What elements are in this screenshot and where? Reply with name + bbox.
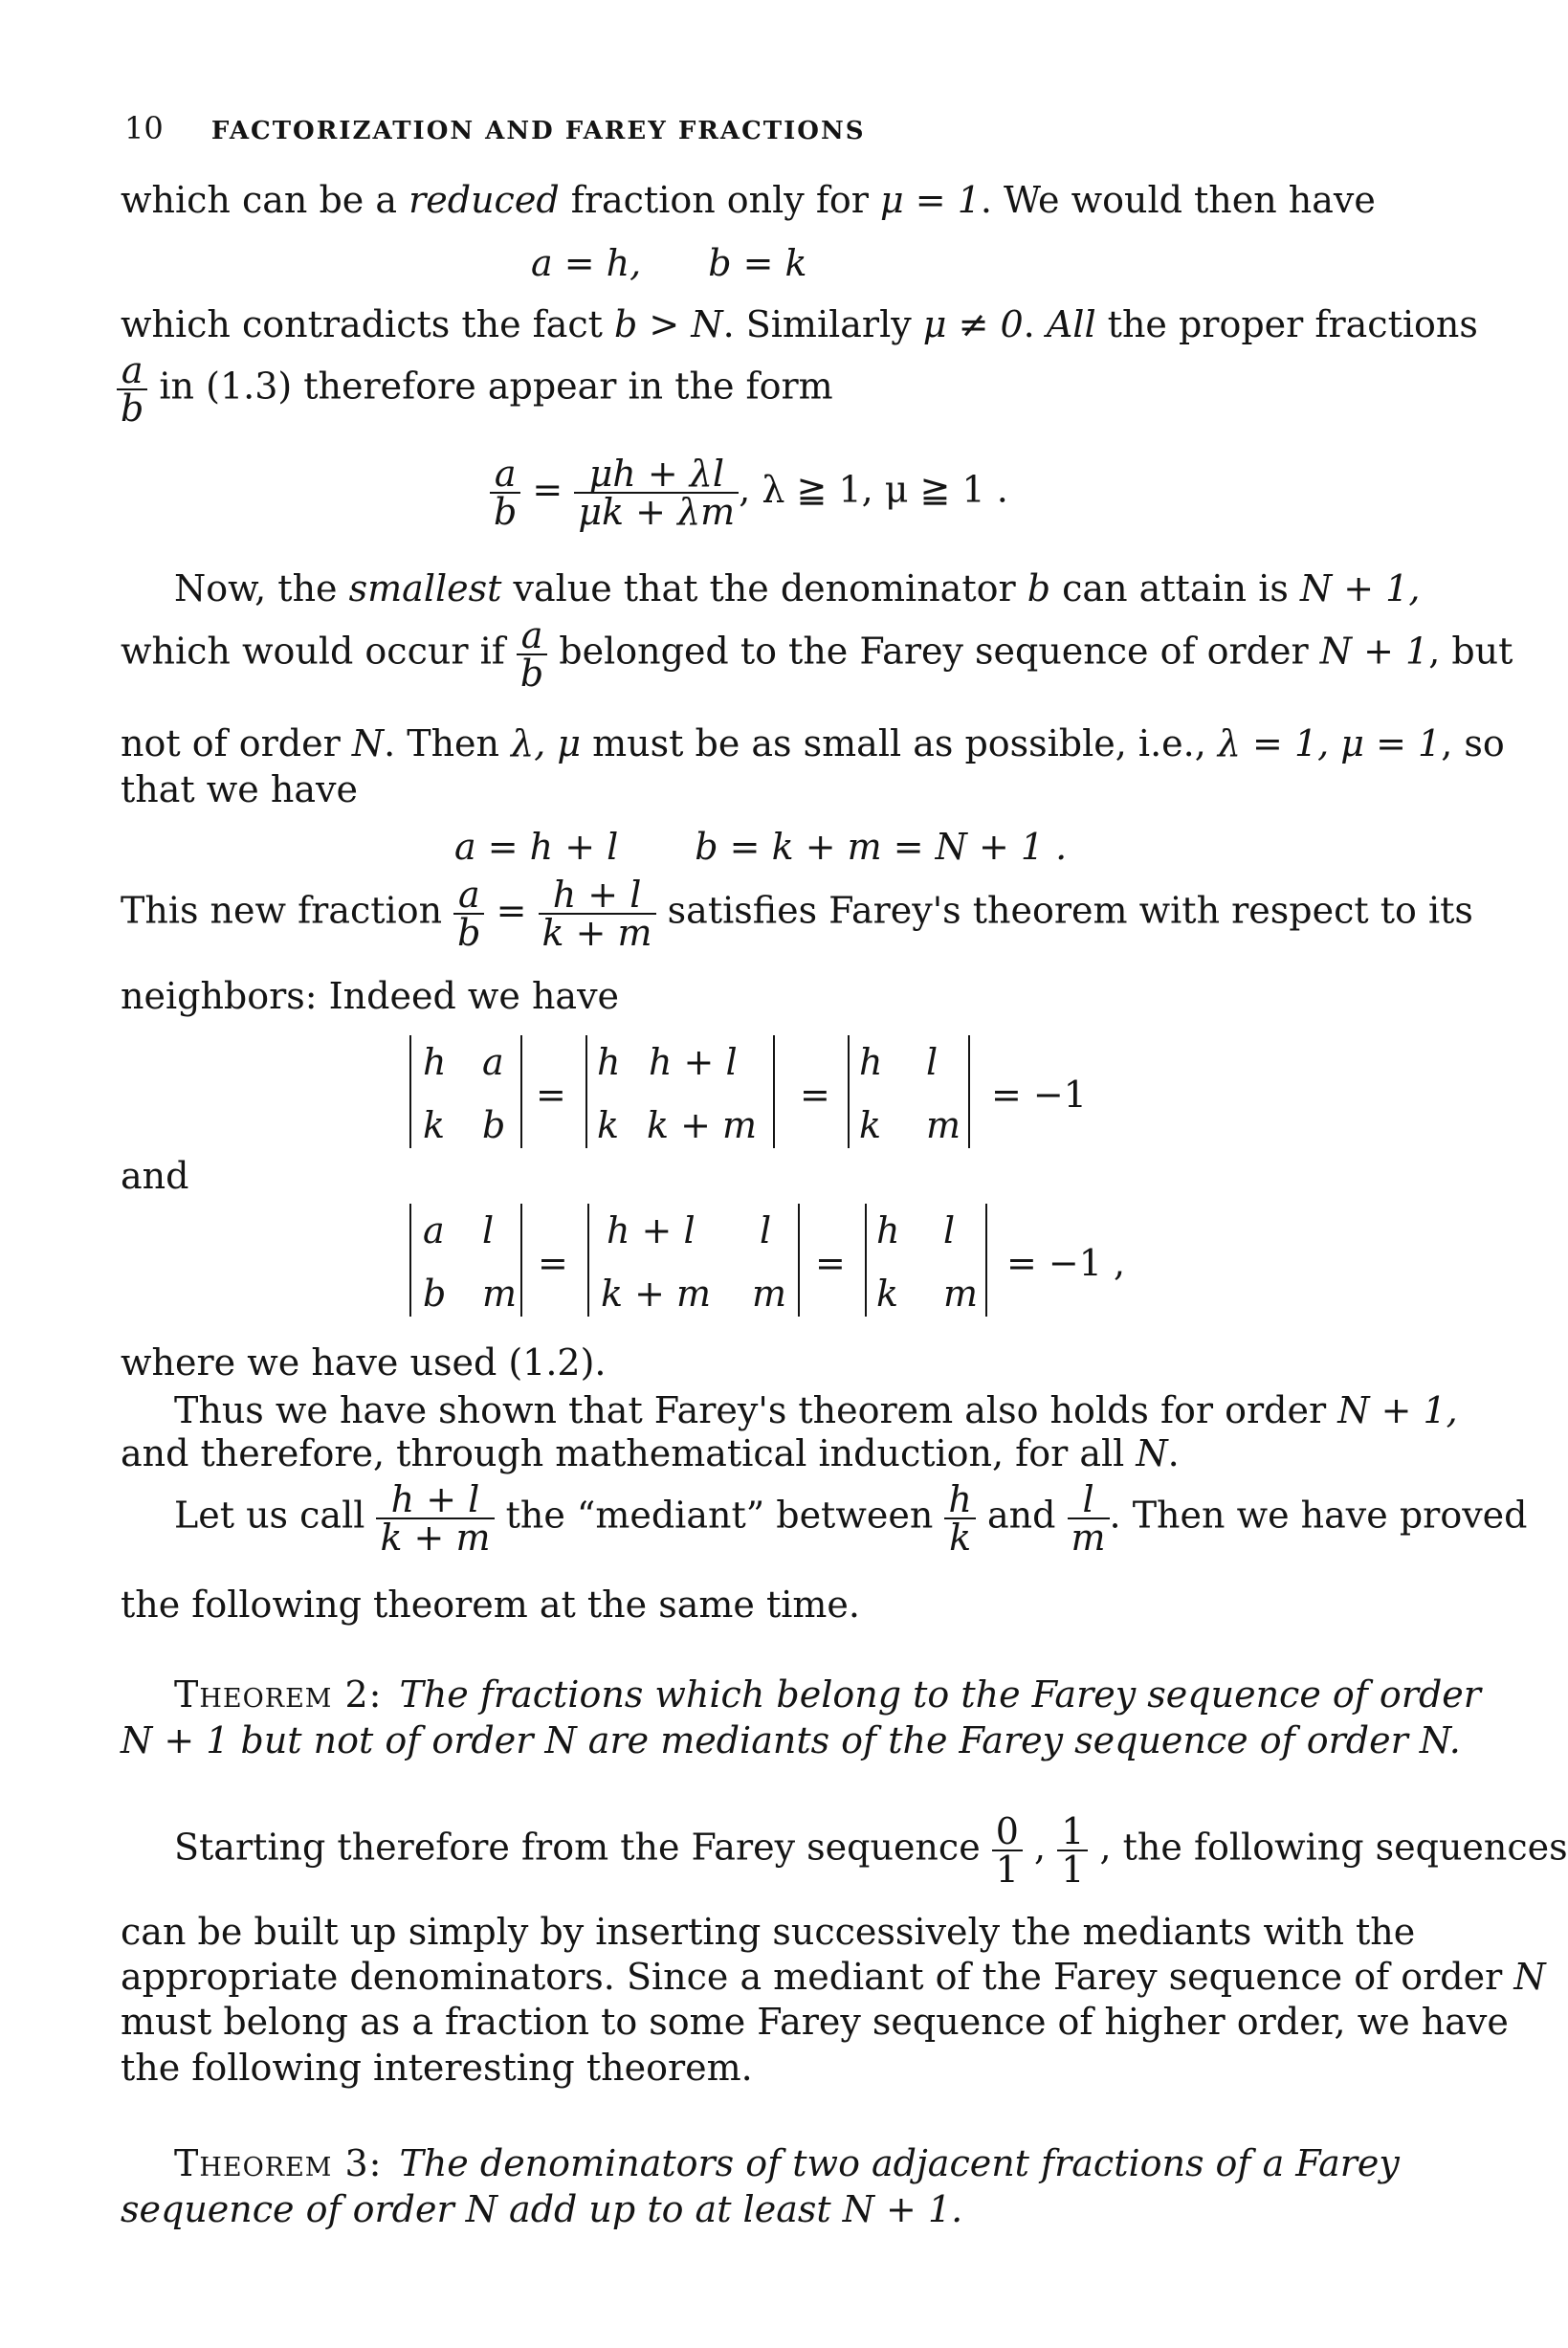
- text-line: the following interesting theorem.: [121, 2047, 753, 2089]
- text-line: and therefore, through mathematical induction, for all N.: [121, 1432, 1180, 1474]
- text-line: that we have: [121, 768, 358, 810]
- determinant: h h + l k k + m: [585, 1035, 775, 1148]
- text-line: must belong as a fraction to some Farey sequence of higher order, we have: [121, 2001, 1509, 2043]
- fraction: $\frac{a}{b}$: [517, 617, 547, 692]
- text-line: $\frac{a}{b}$ in (1.3) therefore appear in the form: [117, 352, 833, 427]
- text-line: which would occur if $\frac{a}{b}$ belonged to the Farey sequence of order N + 1, but: [121, 614, 1513, 695]
- fraction: $\frac{h + l}{k + m}$: [376, 1481, 494, 1556]
- page-header: [124, 110, 866, 146]
- fraction: $\frac{h}{k}$: [944, 1481, 975, 1556]
- determinant: h l k m: [848, 1035, 970, 1148]
- text-line: Thus we have shown that Farey's theorem also holds for order N + 1,: [174, 1389, 1458, 1431]
- theorem-label: Theorem 2:: [174, 1673, 383, 1716]
- determinant: h l k m: [865, 1204, 987, 1317]
- equation: $\frac{a}{b}$ = $\frac{\mu h + \lambda l}{\mu k + \lambda m}$ , λ ≧ 1, μ ≧ 1 .: [490, 455, 1008, 530]
- text-line: Let us call $\frac{h + l}{k + m}$ the “mediant” between $\frac{h}{k}$ and $\frac{l}{m}$ . Then we have proved: [174, 1478, 1528, 1559]
- text-line: and: [121, 1155, 189, 1197]
- text-line: neighbors: Indeed we have: [121, 975, 620, 1017]
- text-line: can be built up simply by inserting successively the mediants with the: [121, 1911, 1416, 1953]
- text-line: Now, the smallest value that the denominator b can attain is N + 1,: [174, 567, 1421, 609]
- text-line: not of order N. Then λ, μ must be as small as possible, i.e., λ = 1, μ = 1, so: [121, 722, 1505, 764]
- fraction: $\frac{\mu h + \lambda l}{\mu k + \lambda m}$: [574, 455, 739, 530]
- book-page: 10 FACTORIZATION AND FAREY FRACTIONS which can be a reduced fraction only for μ = 1. We would then have a = h, b = k which contradicts the fact b > N. Similarly μ ≠ 0. All the proper fractions $\frac{a}{b}$ in (1.3) therefore appear in the form $\frac{a}{b}$ = $\frac{\mu h + \lambda l}{\mu k + \lambda m}$ , λ ≧ 1, μ ≧ 1 . Now, the smallest value that the denominator b can attain is N + 1, which would occur if $\frac{a}{b}$ belonged to the Farey sequence of order N + 1, but not of order N. Then λ, μ must be as small as possible, i.e., λ = 1, μ = 1, so that we have a = h + l b = k + m = N + 1 . This new fraction $\frac{a}{b}$ = $\frac{h + l}{k + m}$ satisfies Farey's theorem with respect to its neighbors: Indeed we have h a k b = h h + l k k + m = h l k m = −1 and a l b m = h + l l k + m m = h l k m = −1 , where we have used (1.2). Thus we have shown that Farey's theorem also holds for order N + 1, and therefore, through mathematical induction, for all N. Let us call $\frac{h + l}{k + m}$ the “mediant” between $\frac{h}{k}$ and $\frac{l}{m}$ . Then we have proved the following theorem at the same time. Theorem 2: The fractions which belong to the Farey sequence of order N + 1 but not of order N are mediants of the Farey sequence of order N. Starting therefore from the Farey sequence $\frac{0}{1}$ , $\frac{1}{1}$ , the following sequences can be built up simply by inserting successively the mediants with the appropriate denominators. Since a mediant of the Farey sequence of order N must belong as a fraction to some Farey sequence of higher order, we have the following interesting theorem. Theorem 3: The denominators of two adjacent fractions of a Farey sequence of order N add up to at least N + 1.: [0, 0, 1530, 2348]
- fraction: $\frac{a}{b}$: [490, 455, 520, 530]
- fraction: $\frac{a}{b}$: [117, 352, 147, 427]
- text-line: Starting therefore from the Farey sequence $\frac{0}{1}$ , $\frac{1}{1}$ , the following sequences: [174, 1810, 1568, 1891]
- text-line: the following theorem at the same time.: [121, 1584, 860, 1626]
- fraction: $\frac{l}{m}$: [1068, 1481, 1110, 1556]
- equation: a = h, b = k: [531, 242, 807, 284]
- determinant: a l b m: [409, 1204, 522, 1317]
- determinant: h + l l k + m m: [587, 1204, 800, 1317]
- equation: a = h + l b = k + m = N + 1 .: [454, 826, 1068, 868]
- text-line: which contradicts the fact b > N. Similarly μ ≠ 0. All the proper fractions: [121, 303, 1478, 345]
- text-line: where we have used (1.2).: [121, 1341, 607, 1384]
- theorem-label: Theorem 3:: [174, 2142, 383, 2184]
- determinant: h a k b: [409, 1035, 522, 1148]
- page-number: 10: [124, 110, 164, 146]
- fraction: $\frac{1}{1}$: [1057, 1813, 1088, 1888]
- fraction: $\frac{a}{b}$: [453, 876, 484, 951]
- text-line: appropriate denominators. Since a mediant of the Farey sequence of order N: [121, 1956, 1546, 1998]
- fraction: $\frac{h + l}{k + m}$: [539, 876, 656, 951]
- running-title: FACTORIZATION AND FAREY FRACTIONS: [210, 117, 866, 145]
- text-line: which can be a reduced fraction only for μ = 1. We would then have: [121, 179, 1376, 221]
- fraction: $\frac{0}{1}$: [992, 1813, 1023, 1888]
- text-line: This new fraction $\frac{a}{b}$ = $\frac{h + l}{k + m}$ satisfies Farey's theorem with respect to its: [121, 874, 1473, 954]
